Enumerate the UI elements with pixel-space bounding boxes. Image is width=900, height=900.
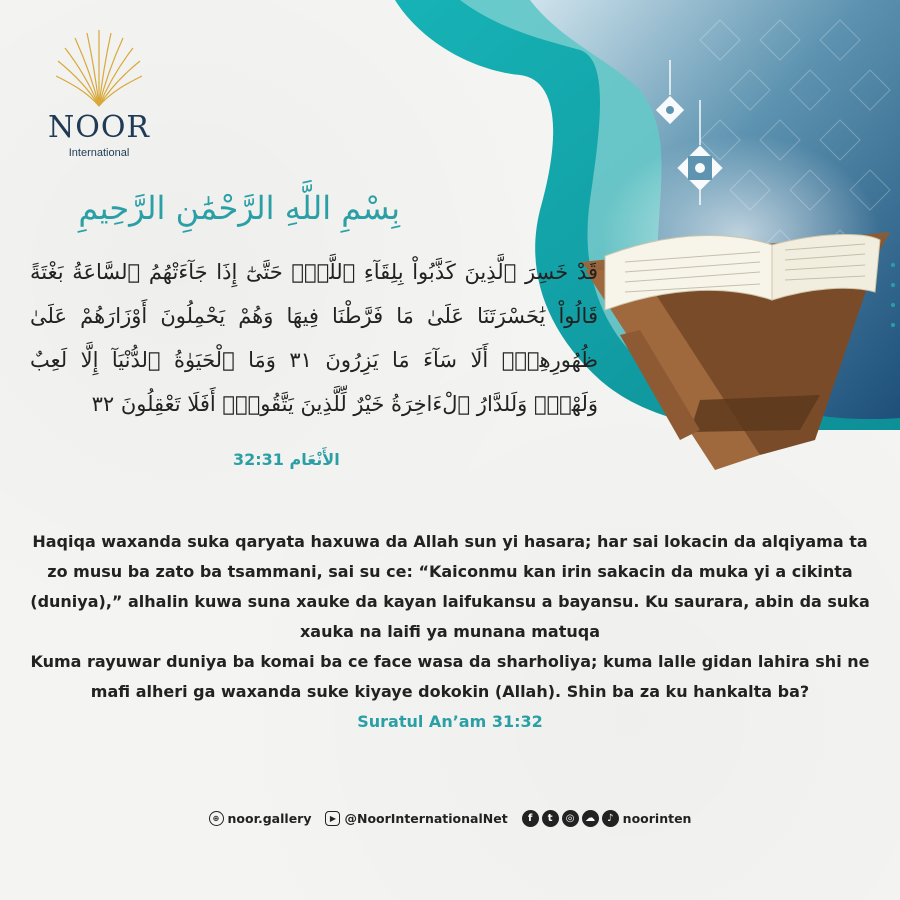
facebook-icon[interactable]: f [522, 810, 539, 827]
soundcloud-icon[interactable]: ☁ [582, 810, 599, 827]
twitter-icon[interactable]: t [542, 810, 559, 827]
social-handle-text: noorinten [622, 810, 692, 826]
footer [0, 803, 900, 833]
translation-reference: Suratul An’am 31:32 [357, 712, 543, 731]
translation-paragraph-2: Kuma rayuwar duniya ba komai ba ce face wasa da sharholiya; kuma lalle gidan lahira shi ne mafi alheri ga waxanda suke kiyaye dokokin (Allah). Shin ba za ku hankalta ba? [30, 652, 870, 701]
brand-name: NOOR [47, 110, 151, 145]
noor-logo [34, 28, 164, 178]
translation-paragraph-1: Haqiqa waxanda suka qaryata haxuwa da Allah sun yi hasara; har sai lokacin da alqiyama ta zo musu ba zato ba tsammani, sai su ce: “Kaiconmu kan irin sakacin da muka yi a cikinta (duniya),” alhalin kuwa suna xauke da kayan laifukansu a bayansu. Ku saurara, abin da suka xauka na laifi ya munana matuqa [30, 532, 870, 641]
globe-icon: ⊕ [209, 811, 224, 826]
website-text: noor.gallery [227, 810, 312, 826]
youtube-icon: ▶ [325, 811, 340, 826]
brand-subtitle: International [68, 147, 130, 159]
instagram-icon[interactable]: ◎ [562, 810, 579, 827]
translation [30, 527, 870, 737]
website-link[interactable] [209, 811, 312, 826]
youtube-link[interactable] [325, 811, 507, 826]
arabic-verse: قَدْ خَسِرَ ٱلَّذِينَ كَذَّبُواْ بِلِقَآءِ ٱللَّهِۖ حَتَّىٰٓ إِذَا جَآءَتْهُمُ ٱلسَّاعَةُ بَغْتَةً قَالُواْ يَٰحَسْرَتَنَا عَلَىٰ مَا فَرَّطْنَا فِيهَا وَهُمْ يَحْمِلُونَ أَوْزَارَهُمْ عَلَىٰ ظُهُورِهِمْۚ أَلَا سَآءَ مَا يَزِرُونَ ٣١ وَمَا ٱلْحَيَوٰةُ ٱلدُّنْيَآ إِلَّا لَعِبٌ وَلَهْوٌۖ وَلَلدَّارُ ٱلْءَاخِرَةُ خَيْرٌ لِّلَّذِينَ يَتَّقُونَۚ أَفَلَا تَعْقِلُونَ ٣٢ [30, 260, 598, 416]
basmala: بِسْمِ اللَّهِ الرَّحْمَٰنِ الرَّحِيمِ [78, 189, 400, 227]
tiktok-icon[interactable]: ♪ [602, 810, 619, 827]
social-links[interactable] [522, 810, 692, 827]
youtube-text: @NoorInternationalNet [344, 810, 508, 826]
sunburst-logo-icon [54, 28, 144, 108]
arabic-reference: الأَنْعَام 32:31 [233, 450, 340, 469]
